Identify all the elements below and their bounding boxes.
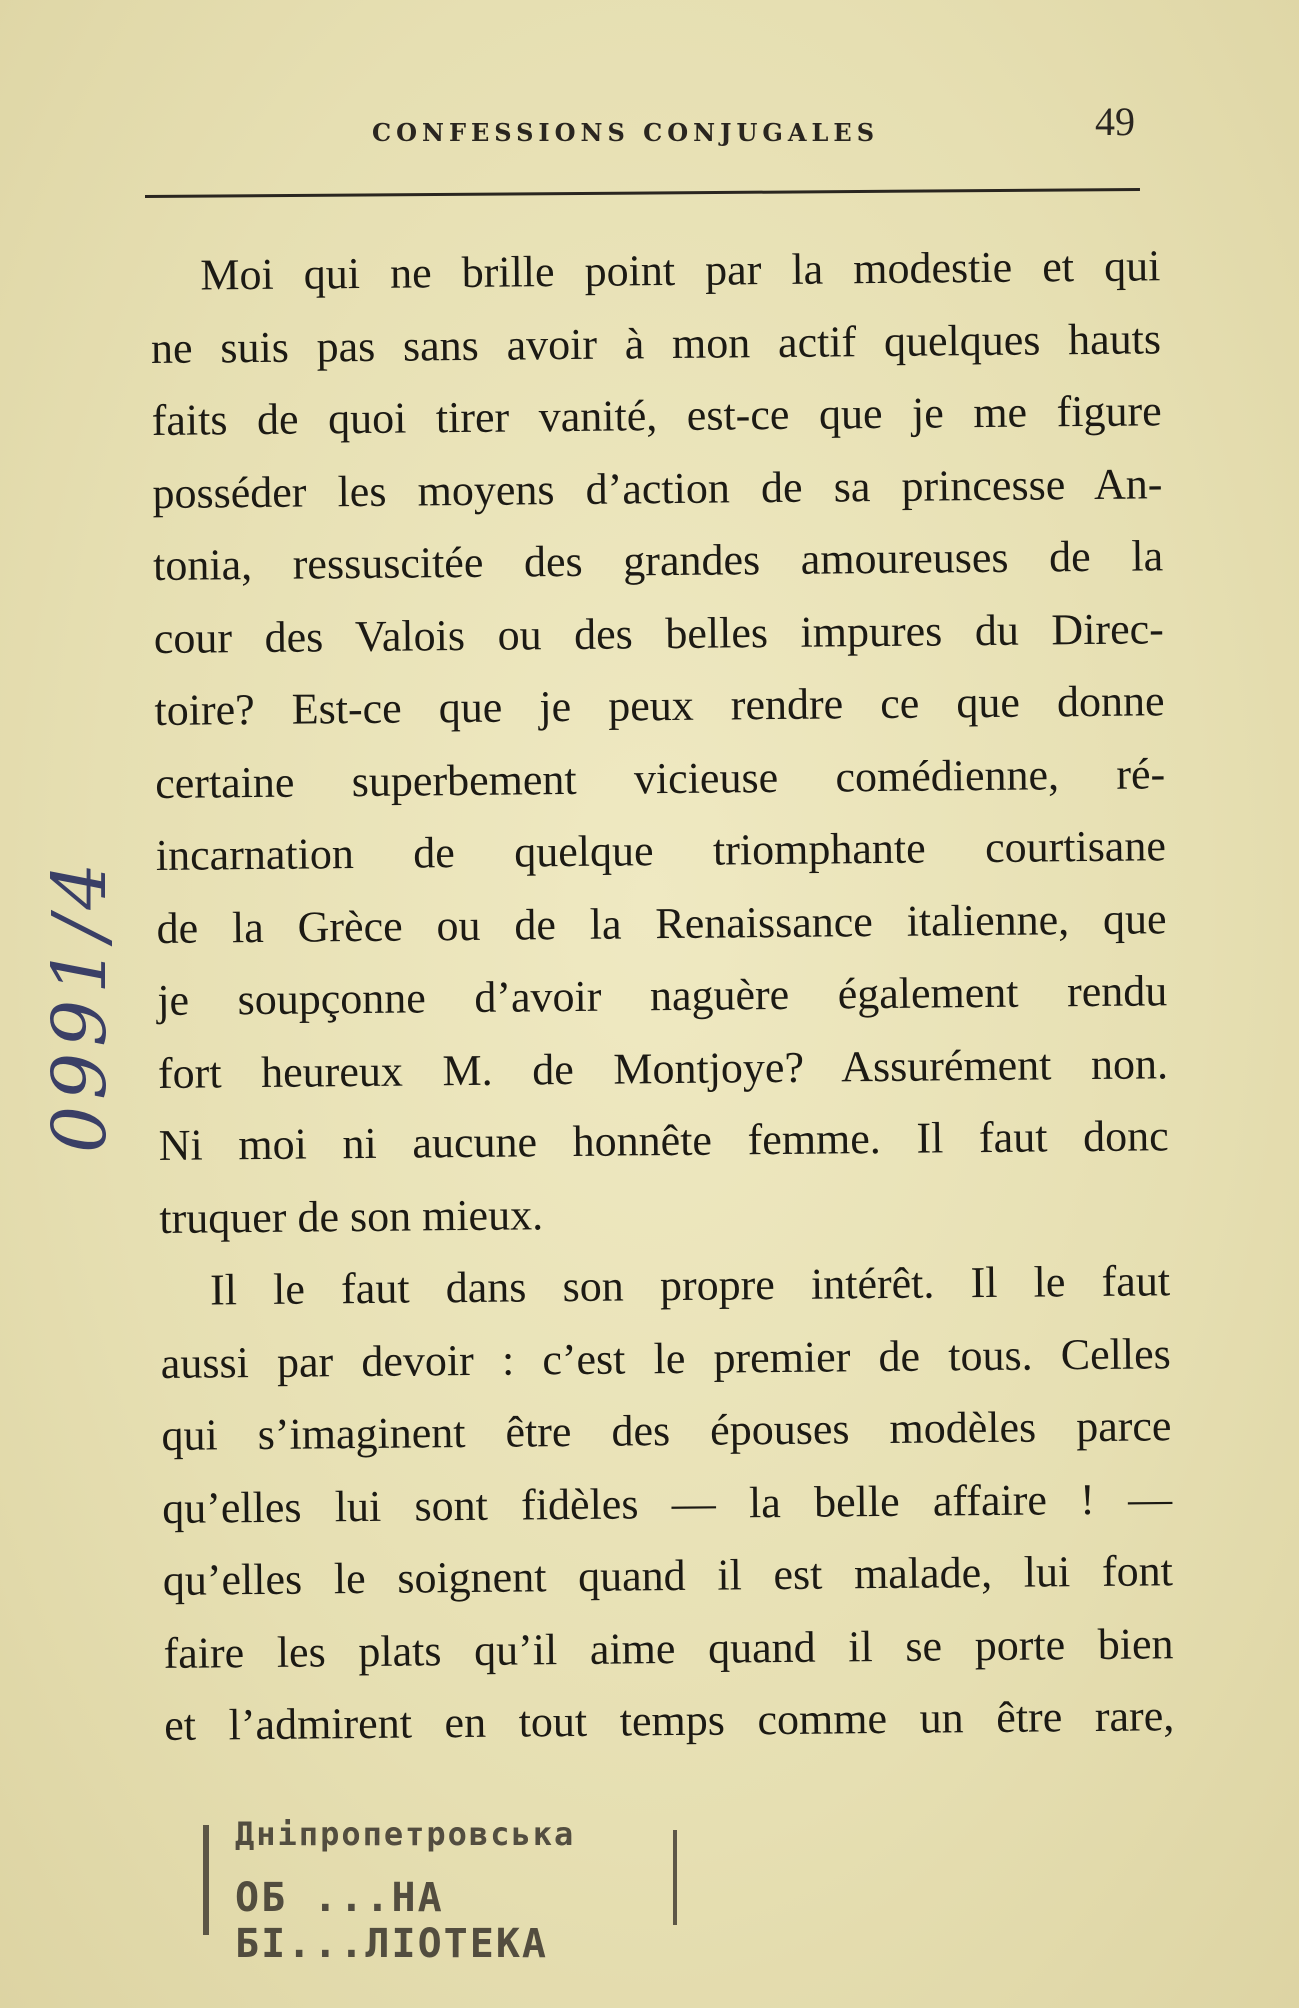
text-line: truquer de son mieux.: [159, 1189, 544, 1243]
text-line: certaine superbement vicieuse comédienne, ré-: [154, 748, 1166, 808]
text-line: qu’elles le soignent quand il est malade, lui font: [162, 1546, 1174, 1605]
handwritten-number: 0991/4: [37, 856, 123, 1153]
text-line: tonia, ressuscitée des grandes amoureuses de la: [152, 531, 1164, 590]
text-line: Il le faut dans son propre intérêt. Il le faut: [209, 1256, 1171, 1315]
text-line: fort heureux M. de Montjoye? Assurément non.: [157, 1038, 1169, 1098]
text-line: ne suis pas sans avoir à mon actif quelques hauts: [150, 313, 1162, 373]
page-number: 49: [1095, 99, 1135, 144]
stamp-line-2: ОБ ...НА БІ...ЛІОТЕКА: [235, 1875, 548, 1967]
text-line: et l’admirent en tout temps comme un être rare,: [164, 1691, 1175, 1750]
handwritten-shelfmark: [30, 856, 123, 1160]
running-head: CONFESSIONS CONJUGALES: [372, 118, 880, 147]
page-header: [0, 0, 1299, 200]
text-line: aussi par devoir : c’est le premier de tous. Celles: [160, 1328, 1171, 1388]
text-line: incarnation de quelque triomphante courtisane: [155, 821, 1167, 880]
text-line: faits de quoi tirer vanité, est-ce que je me figure: [151, 386, 1162, 445]
text-line: de la Grèce ou de la Renaissance italienne, que: [156, 893, 1167, 953]
text-line: posséder les moyens d’action de sa princesse An-: [152, 458, 1163, 518]
text-line: toire? Est-ce que je peux rendre ce que donne: [154, 676, 1165, 735]
stamp-line-1: Дніпропетровська: [235, 1815, 576, 1853]
text-line: Ni moi ni aucune honnête femme. Il faut donc: [158, 1111, 1169, 1170]
text-line: qui s’imaginent être des épouses modèles parce: [161, 1401, 1172, 1460]
text-line: cour des Valois ou des belles impures du Direc-: [153, 603, 1165, 663]
library-stamp: [195, 1810, 695, 1967]
text-line: je soupçonne d’avoir naguère également rendu: [157, 966, 1168, 1025]
text-line: Moi qui ne brille point par la modestie et qui: [200, 241, 1161, 300]
text-line: faire les plats qu’il aime quand il se porte bien: [163, 1618, 1174, 1678]
text-line: qu’elles lui sont fidèles — la belle affaire ! —: [161, 1473, 1173, 1533]
body-text: [150, 230, 1175, 1762]
stamp-left-bar: [203, 1825, 209, 1935]
